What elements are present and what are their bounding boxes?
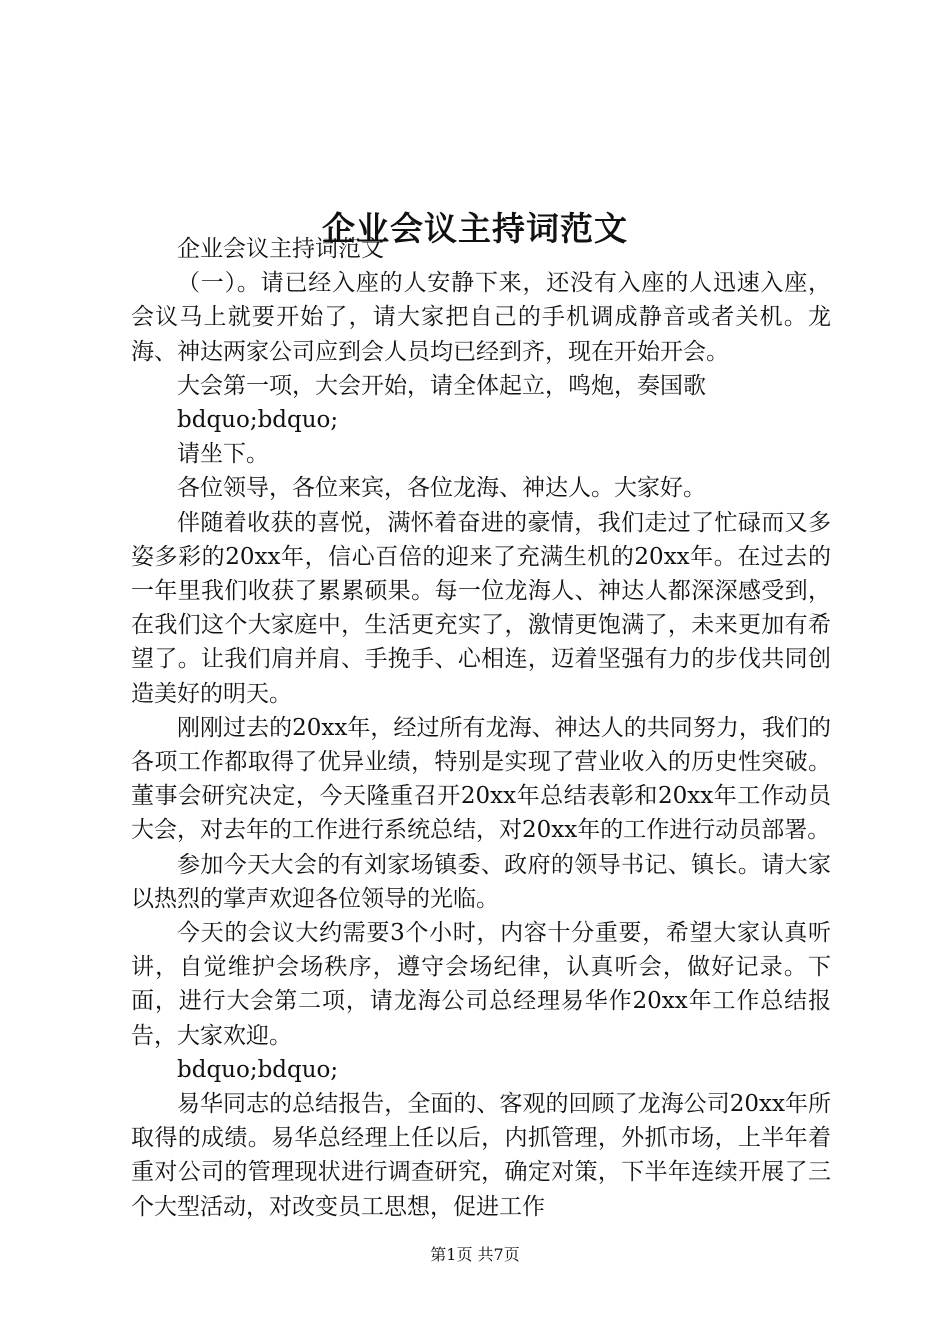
paragraph: 大会第一项，大会开始，请全体起立，鸣炮，奏国歌 [177,372,706,399]
paragraph: 易华同志的总结报告，全面的、客观的回顾了龙海公司20xx年所取得的成绩。易华总经理上任以后，内抓管理，外抓市场，上半年着重对公司的管理现状进行调查研究，确定对策，下半年连续开展了三个大型活动，对改变员工思想，促进工作 [131,1091,831,1220]
document-body [131,232,831,1224]
paragraph: bdquo;bdquo; [177,407,339,434]
paragraph: （一）。请已经入座的人安静下来，还没有入座的人迅速入座，会议马上就要开始了，请大家把自己的手机调成静音或者关机。龙海、神达两家公司应到会人员均已经到齐，现在开始开会。 [131,270,831,365]
paragraph: 伴随着收获的喜悦，满怀着奋进的豪情，我们走过了忙碌而又多姿多彩的20xx年，信心百倍的迎来了充满生机的20xx年。在过去的一年里我们收获了累累硕果。每一位龙海人、神达人都深深感受到，在我们这个大家庭中，生活更充实了，激情更饱满了，未来更加有希望了。让我们肩并肩、手挽手、心相连，迈着坚强有力的步伐共同创造美好的明天。 [131,509,831,707]
paragraph: 刚刚过去的20xx年，经过所有龙海、神达人的共同努力，我们的各项工作都取得了优异业绩，特别是实现了营业收入的历史性突破。董事会研究决定，今天隆重召开20xx年总结表彰和20xx年工作动员大会，对去年的工作进行系统总结，对20xx年的工作进行动员部署。 [131,714,831,844]
paragraph: bdquo;bdquo; [177,1056,339,1083]
page-footer: 第1页 共7页 [430,1245,520,1264]
paragraph: 企业会议主持词范文 [177,236,384,262]
document-title: 企业会议主持词范文 [322,209,628,249]
paragraph: 请坐下。 [177,441,269,468]
paragraph: 参加今天大会的有刘家场镇委、政府的领导书记、镇长。请大家以热烈的掌声欢迎各位领导的光临。 [131,851,831,912]
paragraph: 今天的会议大约需要3个小时，内容十分重要，希望大家认真听讲，自觉维护会场秩序，遵守会场纪律，认真听会，做好记录。下面，进行大会第二项，请龙海公司总经理易华作20xx年工作总结报告，大家欢迎。 [131,920,831,1049]
paragraph: 各位领导，各位来宾，各位龙海、神达人。大家好。 [177,475,706,502]
